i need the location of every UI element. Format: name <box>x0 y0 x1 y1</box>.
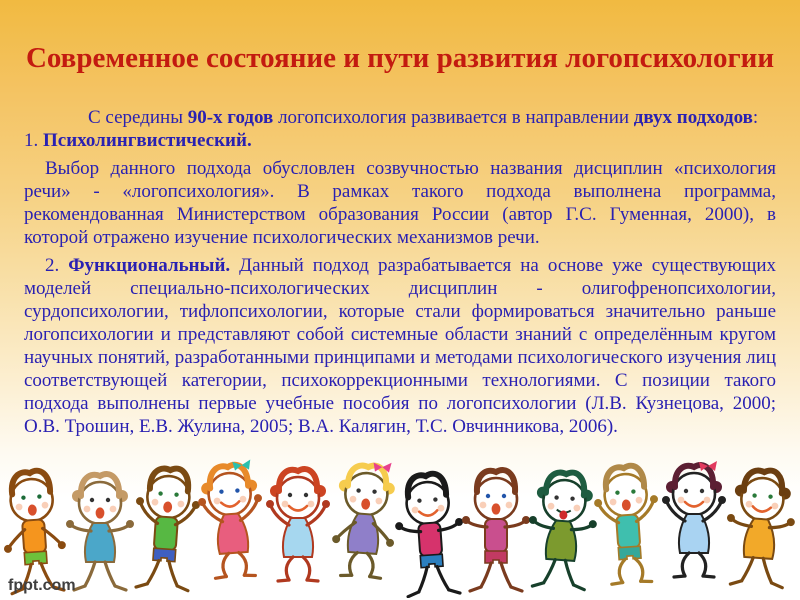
children-illustration <box>0 458 800 598</box>
child-figure <box>331 459 398 579</box>
child-figure <box>0 469 67 594</box>
text-segment: : <box>752 107 759 128</box>
text-segment: С середины <box>88 107 188 128</box>
child-figure <box>724 468 797 588</box>
child-figure <box>593 464 662 585</box>
child-figure <box>68 474 133 590</box>
child-figure <box>393 472 466 597</box>
fppt-watermark: fppt.com <box>8 577 76 594</box>
text-segment: Выбор данного подхода обусловлен созвучностью названия дисциплин «психология речи» - «логопсихология». В рамках такого подхода выполнена программа, рекомендованная Министерством образования России (автор Г.С. Гуменная, 2000), в которой отражено изучение психологических механизмов речи. <box>24 158 776 248</box>
slide-title: Современное состояние и пути развития логопсихологии <box>25 42 775 74</box>
child-figure <box>464 470 529 591</box>
paragraph-intro <box>24 106 776 129</box>
child-figure <box>197 459 266 579</box>
text-segment: двух подходов <box>633 107 753 128</box>
child-figure <box>268 469 329 581</box>
child-figure <box>526 470 599 590</box>
slide-body <box>24 106 776 438</box>
child-figure <box>664 461 725 577</box>
paragraph-approach-2-description <box>24 254 776 438</box>
text-segment: 2. <box>45 255 69 276</box>
text-segment: логопсихология развивается в направлении <box>273 107 634 128</box>
paragraph-approach-1-heading <box>24 129 776 152</box>
text-segment: 1. <box>24 130 43 151</box>
text-segment: Функциональный. <box>68 255 231 276</box>
text-segment: Психолингвистический. <box>43 130 252 151</box>
paragraph-approach-1-description <box>24 157 776 249</box>
text-segment: 90-х годов <box>187 107 274 128</box>
child-figure <box>132 466 201 591</box>
text-segment: Данный подход разрабатывается на основе уже существующих моделей специально-психологических дисциплин - олигофренопсихологии, сурдопсихологии, тифлопсихологии, которые стали формироваться значительно раньше логопсихологии и представляют собой системные области знаний с определённым кругом научных понятий, разработанными принципами и методами психологического изучения лиц соответствующей категории, психокоррекционными технологиями. С позиции такого подхода выполнены первые учебные пособия по логопсихологии (Л.В. Кузнецова, 2000; О.В. Трошин, Е.В. Жулина, 2005; В.А. Калягин, Т.С. Овчинникова, 2006). <box>24 255 776 437</box>
